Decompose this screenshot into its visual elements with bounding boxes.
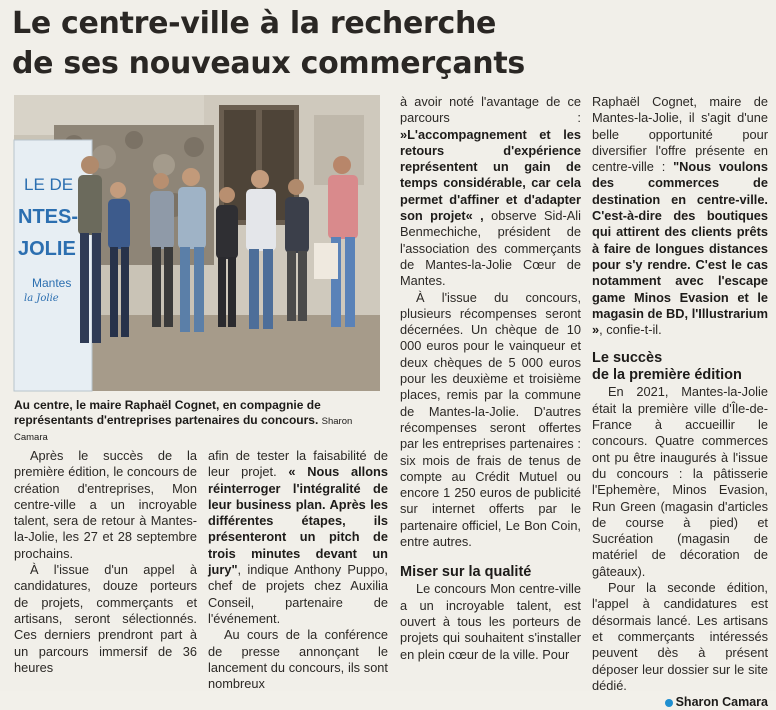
col2-paragraph-1 bbox=[208, 448, 388, 627]
sign-text-1: LE DE bbox=[24, 175, 74, 194]
col4-p1-start: Raphaël Cognet, maire de Mantes-la-Jolie, il s'agit d'une belle opportunité pour diversifier l'offre présente en centre-ville : bbox=[592, 94, 768, 175]
headline-line-2: de ses nouveaux commerçants bbox=[12, 46, 525, 81]
author-signature bbox=[592, 694, 768, 710]
column-3 bbox=[400, 94, 581, 663]
col2-paragraph-2: Au cours de la conférence de presse annonçant le lancement du concours, ils sont nombreux bbox=[208, 627, 388, 692]
column-1 bbox=[14, 448, 197, 676]
headline-line-1: Le centre-ville à la recherche bbox=[12, 6, 497, 41]
col4-subheading-line-2: de la première édition bbox=[592, 367, 742, 384]
col4-paragraph-3: Pour la seconde édition, l'appel à candidatures est désormais lancé. Les artisans et commerçants intéressés peuvent dès à présent déposer leur dossier sur le site dédié. bbox=[592, 580, 768, 693]
sign-text-2: NTES- bbox=[18, 206, 78, 228]
col1-paragraph-2: À l'issue d'un appel à candidatures, douze porteurs de projets, commerçants et artisans, seront sélectionnés. Ces derniers prendront part à un parcours immersif de 36 heures bbox=[14, 562, 197, 675]
photo-caption bbox=[14, 398, 382, 445]
sign-text-5: la Jolie bbox=[24, 293, 59, 304]
caption-text: Au centre, le maire Raphaël Cognet, en compagnie de représentants d'entreprises partenaires du concours. bbox=[14, 398, 321, 427]
group-photo bbox=[14, 95, 380, 391]
column-2 bbox=[208, 448, 388, 692]
column-4 bbox=[592, 94, 768, 710]
article-photo bbox=[14, 95, 380, 391]
col3-p1-end: observe Sid-Ali Benmechiche, président de l'association des commerçants de Mantes-la-Jolie Cœur de Mantes. bbox=[400, 208, 581, 289]
sign-text-4: Mantes bbox=[32, 276, 72, 290]
col3-p1-start: à avoir noté l'avantage de ce parcours : bbox=[400, 94, 581, 126]
col3-paragraph-1 bbox=[400, 94, 581, 290]
sign-text-3: JOLIE bbox=[18, 238, 76, 260]
col4-p1-end: , confie-t-il. bbox=[599, 322, 662, 338]
signature-name: Sharon Camara bbox=[675, 695, 768, 710]
col3-paragraph-3: Le concours Mon centre-ville a un incroyable talent, est ouvert à tous les porteurs de projets qui souhaitent s'installer en plein cœur de la ville. Pour bbox=[400, 581, 581, 662]
col4-subheading-line-1: Le succès bbox=[592, 350, 663, 367]
col1-paragraph-1: Après le succès de la première édition, le concours de création d'entreprises, Mon centre-ville a un incroyable talent, sera de retour à Mantes-la-Jolie, les 27 et 28 septembre prochains. bbox=[14, 448, 197, 561]
article-headline bbox=[12, 4, 552, 84]
col4-paragraph-2: En 2021, Mantes-la-Jolie était la première ville d'Île-de-France à accueillir le concours. Quatre commerces ont pu être inaugurés à l'issue du concours : la pâtisserie l'Ephemère, Minos Evasion, Run Green (magasin d'articles de course à pied) et Sucréation (magasin de matériel de décoration de gâteaux). bbox=[592, 384, 768, 579]
col2-p1-end: , indique Anthony Puppo, chef de projets chez Auxilia Conseil, partenaire de l'événement. bbox=[208, 562, 388, 626]
bullet-dot-icon bbox=[665, 699, 673, 707]
col4-quote: "Nous voulons des commerces de destination en centre-ville. C'est-à-dire des boutiques qui attirent des clients prêts à faire de longues distances pour s'y rendre. C'est le cas notamment avec l'escape game Minos Evasion et le magasin de BD, l'Illustrarium » bbox=[592, 159, 768, 338]
col2-quote: « Nous allons réinterroger l'intégralité de leur business plan. Après les différentes étapes, ils présenteront un pitch de trois minutes devant un jury" bbox=[208, 464, 388, 578]
col3-quote: »L'accompagnement et les retours d'expérience représentent un gain de temps considérable, car cela permet d'affiner et d'adapter son projet« , bbox=[400, 126, 581, 224]
col2-p1-start: afin de tester la faisabilité de leur projet. bbox=[208, 448, 388, 480]
col4-paragraph-1 bbox=[592, 94, 768, 338]
col3-paragraph-2: À l'issue du concours, plusieurs récompenses seront décernées. Un chèque de 10 000 euros pour le vainqueur et deux chèques de 5 000 euros pour les deuxième et troisième places, remis par la commune de Mantes-la-Jolie. D'autres récompenses seront offertes par les entreprises partenaires : six mois de frais de tenus de compte au Crédit Mutuel ou encore 1 250 euros de publicité sur internet offerts par le partenaire officiel, Le Bon Coin, entre autres. bbox=[400, 289, 581, 550]
photo-credit: Sharon Camara bbox=[14, 416, 353, 443]
col3-subheading: Miser sur la qualité bbox=[400, 564, 532, 581]
